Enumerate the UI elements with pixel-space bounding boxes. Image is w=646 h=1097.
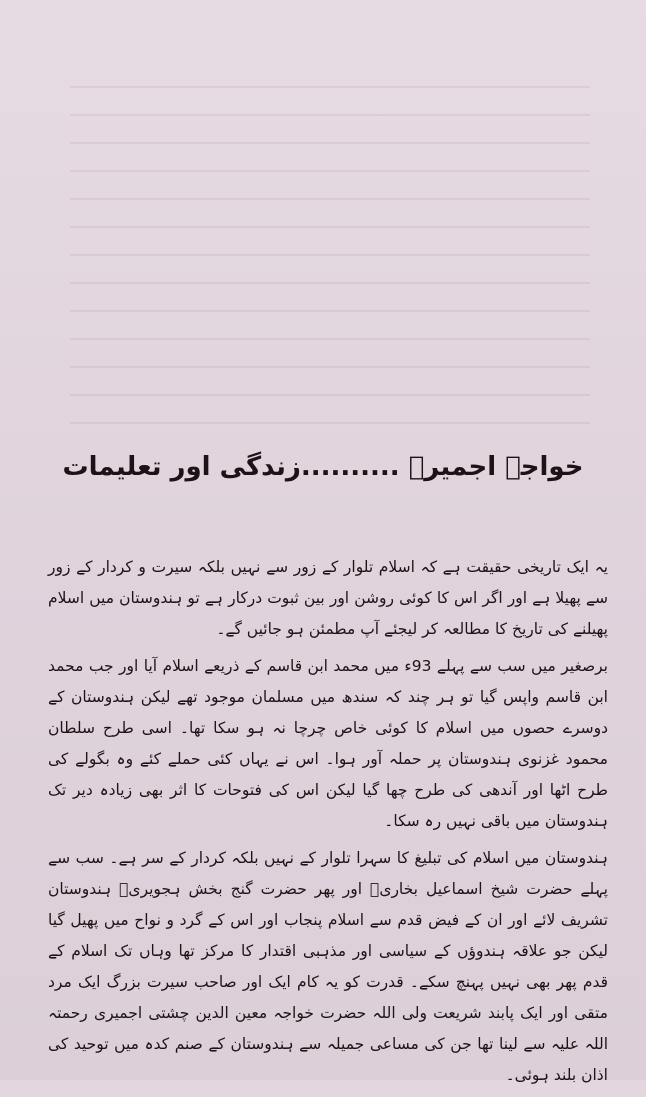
bleed-through-texture [70,60,590,440]
paragraph-2: برصغیر میں سب سے پہلے 93ء میں محمد ابن قاسم کے ذریعے اسلام آیا اور جب محمد ابن قاسم واپس گیا تو ہر چند کہ سندھ میں مسلمان موجود تھے لیکن ہندوستان کے دوسرے حصوں میں اسلام کا کوئی خاص چرچا نہ ہو سکا تھا۔ اسی طرح سلطان محمود غزنوی ہندوستان پر حملہ آور ہوا۔ اس نے یہاں کئی حملے کئے وہ بگولے کی طرح اٹھا اور آندھی کی طرح چھا گیا لیکن اس کی فتوحات کا اثر بھی زیادہ دیر تک ہندوستان میں باقی نہیں رہ سکا۔ [48,657,608,830]
chapter-title: خواجۂ اجمیرؒ ..........زندگی اور تعلیمات [62,452,584,482]
paragraph-3: ہندوستان میں اسلام کی تبلیغ کا سہرا تلوار کے نہیں بلکہ کردار کے سر ہے۔ سب سے پہلے حضرت شیخ اسماعیل بخاریؒ اور پھر حضرت گنج بخش ہجویریؒ ہندوستان تشریف لائے اور ان کے فیض قدم سے اسلام پنجاب اور اس کے گرد و نواح میں پھیل گیا لیکن جو علاقہ ہندوؤں کے سیاسی اور مذہبی اقتدار کا مرکز تھا وہاں تک اسلام کے قدم پھر بھی نہیں پہنچ سکے۔ قدرت کو یہ کام ایک اور صاحب سیرت بزرگ ایک مرد متقی اور ایک پابند شریعت ولی اللہ حضرت خواجہ معین الدین چشتی اجمیری رحمتہ اللہ علیہ سے لینا تھا جن کی مساعی جمیلہ سے ہندوستان کے صنم کدہ میں توحید کی اذان بلند ہوئی۔ [48,849,608,1084]
chapter-body [48,552,608,1097]
paragraph-1: یہ ایک تاریخی حقیقت ہے کہ اسلام تلوار کے زور سے نہیں بلکہ سیرت و کردار کے زور سے پھیلا ہے اور اگر اس کا کوئی روشن اور بین ثبوت درکار ہے تو ہندوستان میں اسلام پھیلنے کی تاریخ کا مطالعہ کر لیجئے آپ مطمئن ہو جائیں گے۔ [48,558,608,638]
